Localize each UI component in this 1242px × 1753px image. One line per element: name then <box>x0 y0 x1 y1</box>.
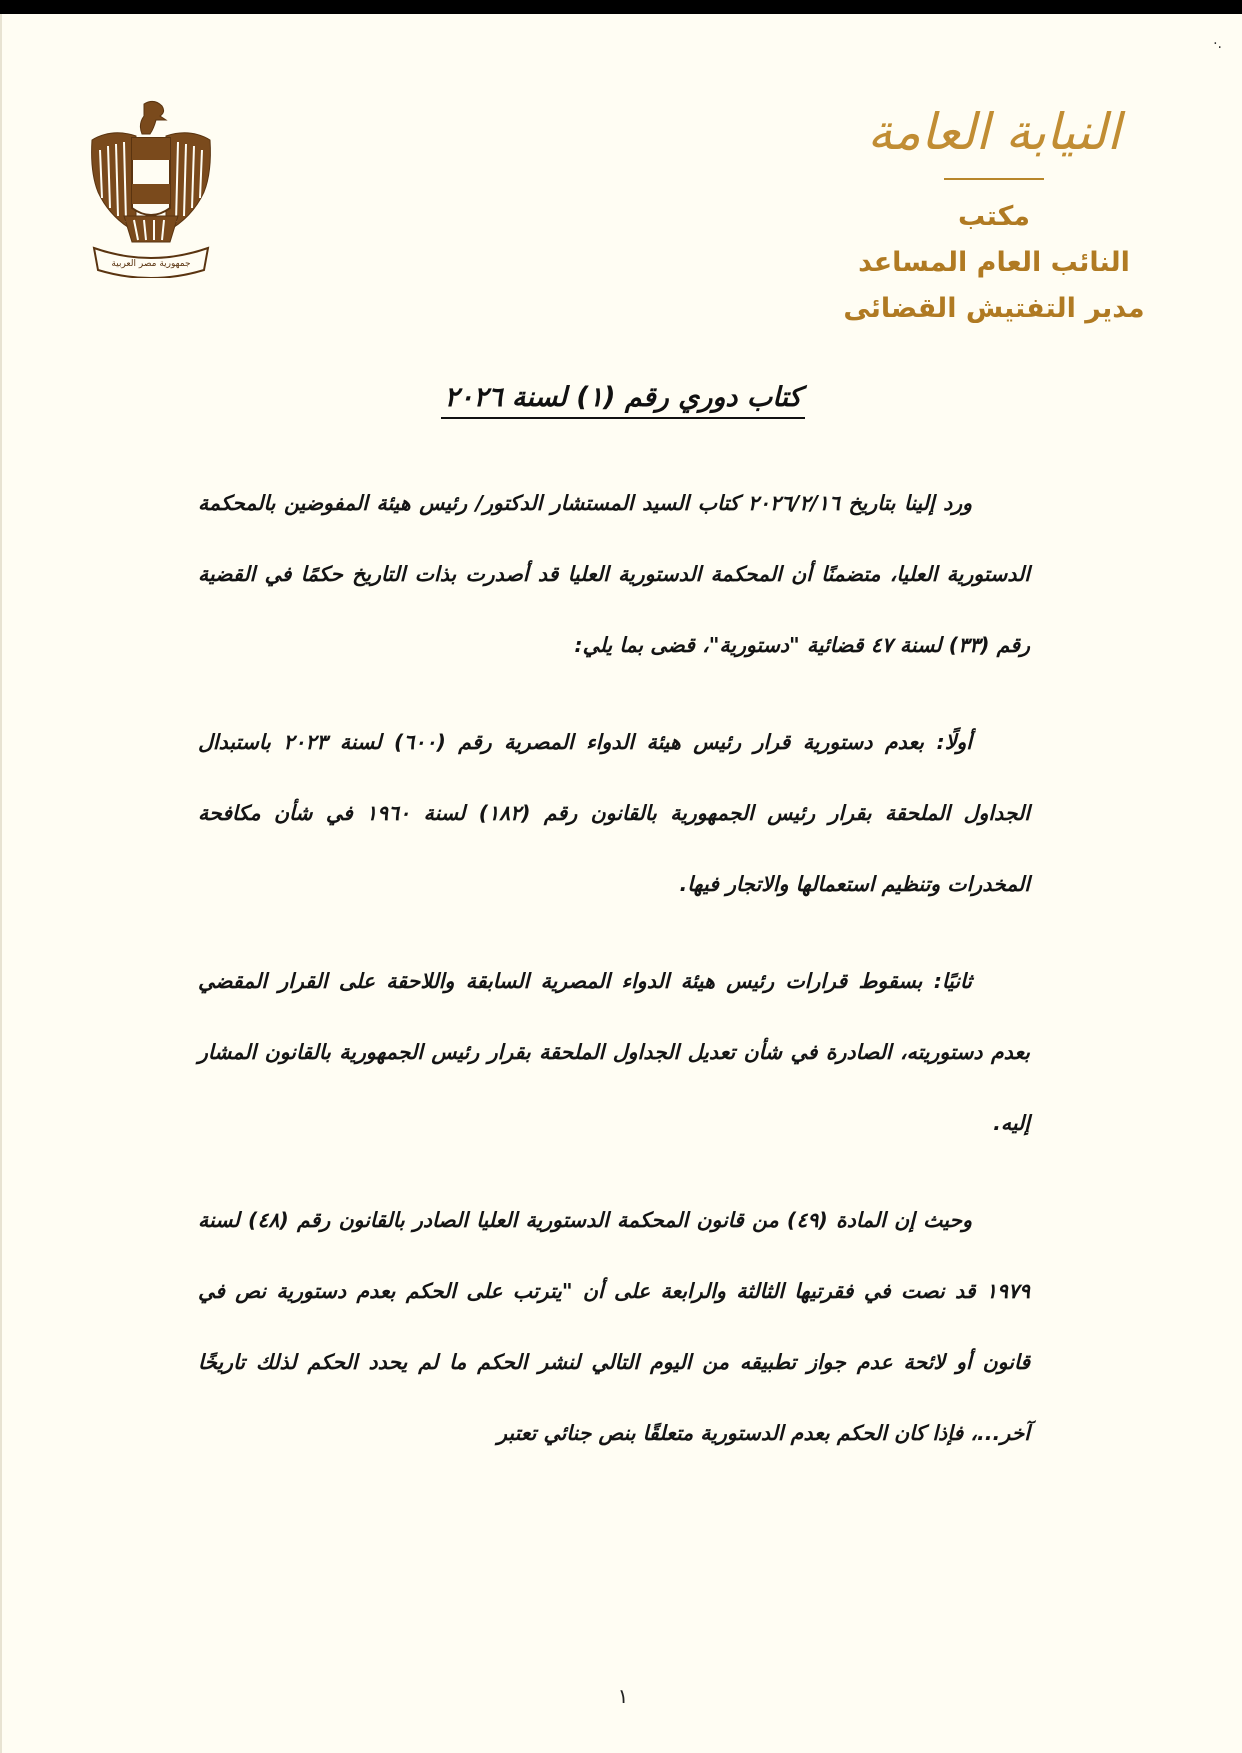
document-title-text: كتاب دوري رقم (١) لسنة ٢٠٢٦ <box>441 382 806 419</box>
page-number: ١ <box>617 1684 629 1708</box>
letterhead-divider <box>944 178 1044 180</box>
organization-name: النيابة العامة <box>867 103 1121 161</box>
paragraph-legal-basis: وحيث إن المادة (٤٩) من قانون المحكمة الدستورية العليا الصادر بالقانون رقم (٤٨) لسنة ١٩٧٩ قد نصت في فقرتيها الثالثة والرابعة على أن "يترتب على الحكم بعدم دستورية نص في قانون أو لائحة عدم جواز تطبيقه من اليوم التالي لنشر الحكم ما لم يحدد الحكم لذلك تاريخًا آخر...، فإذا كان الحكم بعدم الدستورية متعلقًا بنص جنائي تعتبر <box>198 1208 1030 1445</box>
scan-speck: ·. <box>1213 36 1222 52</box>
office-line-3: مدير التفتيش القضائى <box>843 293 1145 324</box>
office-line-1: مكتب <box>957 201 1031 232</box>
document-body <box>198 468 1030 1469</box>
paragraph-first-ruling: أولًا: بعدم دستورية قرار رئيس هيئة الدواء المصرية رقم (٦٠٠) لسنة ٢٠٢٣ باستبدال الجداول الملحقة بقرار رئيس الجمهورية بالقانون رقم (١٨٢) لسنة ١٩٦٠ في شأن مكافحة المخدرات وتنظيم استعمالها والاتجار فيها. <box>198 730 1030 896</box>
eagle-of-saladin-emblem-icon <box>84 98 218 278</box>
document-title <box>2 382 1242 413</box>
office-line-2: النائب العام المساعد <box>858 247 1130 278</box>
emblem-banner-text: جمهورية مصر العربية <box>111 259 191 269</box>
document-page <box>0 14 1242 1753</box>
letterhead <box>824 94 1164 332</box>
paragraph-intro: ورد إلينا بتاريخ ٢٠٢٦/٢/١٦ كتاب السيد المستشار الدكتور/ رئيس هيئة المفوضين بالمحكمة الدستورية العليا، متضمنًا أن المحكمة الدستورية العليا قد أصدرت بذات التاريخ حكمًا في القضية رقم (٣٣) لسنة ٤٧ قضائية "دستورية"، قضى بما يلي: <box>198 491 1030 657</box>
paragraph-second-ruling: ثانيًا: بسقوط قرارات رئيس هيئة الدواء المصرية السابقة واللاحقة على القرار المقضي بعدم دستوريته، الصادرة في شأن تعديل الجداول الملحقة بقرار رئيس الجمهورية بالقانون المشار إليه. <box>198 969 1030 1135</box>
